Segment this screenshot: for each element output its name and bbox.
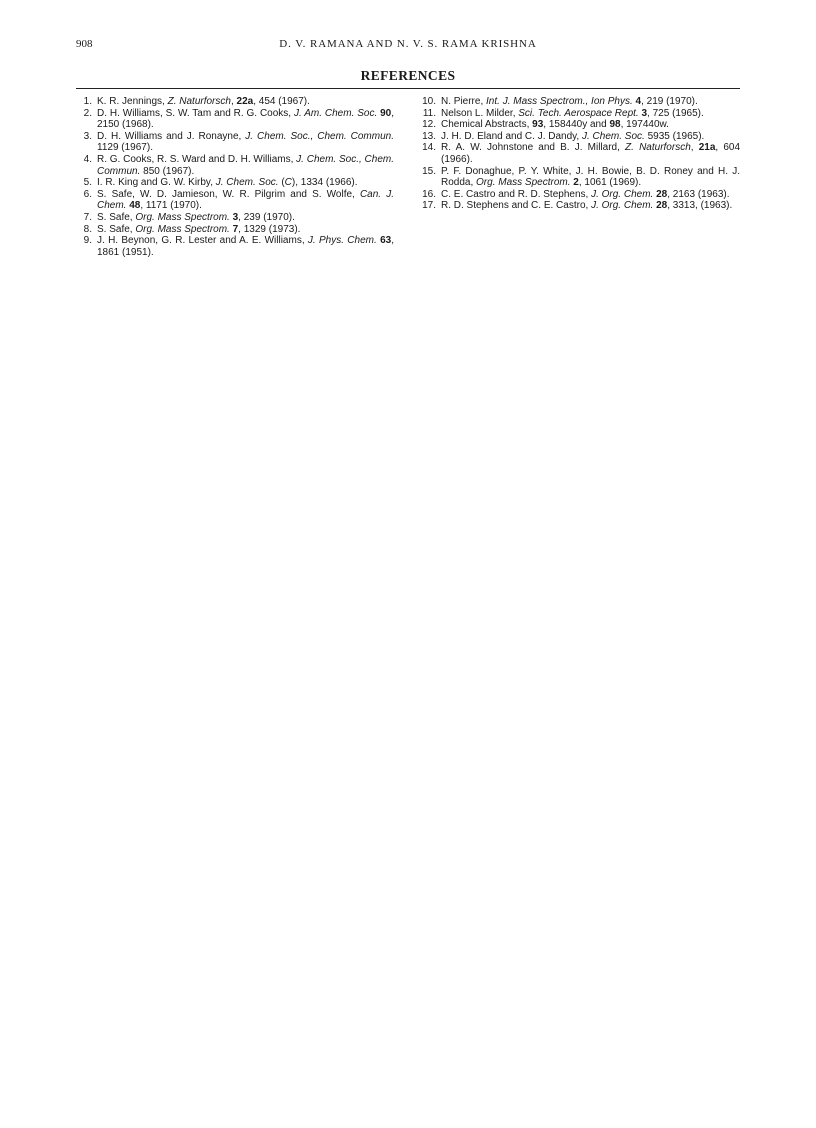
- reference-fragment: N. Pierre,: [441, 96, 487, 107]
- reference-item: [78, 108, 394, 131]
- reference-text: [97, 235, 394, 258]
- reference-item: [412, 200, 740, 212]
- reference-text: [441, 96, 740, 108]
- reference-text: [97, 177, 394, 189]
- journal-name: Z. Naturforsch: [167, 96, 231, 107]
- journal-name: J. Phys. Chem.: [307, 235, 377, 247]
- journal-name: Org. Mass Spectrom.: [476, 177, 571, 189]
- reference-number: 14.: [422, 142, 436, 154]
- reference-fragment: , 604 (1966).: [441, 142, 741, 165]
- reference-text: [97, 154, 394, 177]
- journal-name: Org. Mass Spectrom.: [135, 223, 230, 235]
- journal-name: J. Chem. Soc.: [215, 177, 279, 189]
- journal-name: Sci. Tech. Aerospace Rept.: [518, 107, 639, 119]
- volume-number: 21a: [698, 142, 716, 154]
- reference-fragment: , 3313, (1963).: [667, 200, 733, 212]
- reference-number: 3.: [83, 130, 92, 142]
- reference-number: 12.: [422, 119, 436, 131]
- reference-number: 1.: [83, 96, 92, 107]
- reference-fragment: K. R. Jennings,: [97, 96, 168, 107]
- reference-text: [97, 96, 394, 108]
- reference-text: [97, 212, 394, 224]
- reference-text: [441, 200, 740, 212]
- reference-item: [78, 154, 394, 177]
- reference-text: [441, 166, 740, 189]
- references-right-column: [412, 96, 740, 212]
- volume-number: 4: [635, 96, 642, 107]
- reference-fragment: ,: [690, 142, 699, 154]
- reference-fragment: (: [278, 177, 285, 189]
- volume-number: 93: [532, 119, 544, 131]
- reference-text: [441, 108, 740, 120]
- reference-number: 17.: [422, 200, 436, 212]
- journal-name: Org. Mass Spectrom.: [135, 211, 230, 223]
- journal-name: J. Chem. Soc., Chem. Commun.: [245, 130, 394, 142]
- reference-fragment: ,: [230, 96, 237, 107]
- reference-fragment: Nelson L. Milder,: [441, 107, 519, 119]
- reference-item: [78, 189, 394, 212]
- reference-fragment: , 1329 (1973).: [238, 223, 301, 235]
- reference-number: 13.: [422, 130, 436, 142]
- reference-fragment: , 454 (1967).: [253, 96, 310, 107]
- journal-name: Can. J. Chem.: [97, 188, 394, 212]
- volume-number: 2: [573, 177, 579, 189]
- reference-fragment: , 1171 (1970).: [140, 200, 202, 212]
- section-title: REFERENCES: [360, 68, 456, 83]
- reference-number: 9.: [83, 235, 92, 247]
- reference-fragment: S. Safe, W. D. Jamieson, W. R. Pilgrim and S. Wolfe,: [97, 188, 360, 200]
- journal-name: J. Org. Chem.: [591, 188, 654, 200]
- reference-fragment: , 1861 (1951).: [97, 235, 394, 258]
- reference-fragment: , 239 (1970).: [238, 211, 295, 223]
- reference-fragment: J. H. D. Eland and C. J. Dandy,: [441, 130, 582, 142]
- volume-number: 3: [232, 211, 239, 223]
- journal-name: J. Chem. Soc.: [582, 130, 645, 142]
- journal-name: J. Am. Chem. Soc.: [293, 107, 378, 119]
- reference-number: 5.: [83, 177, 92, 189]
- volume-number: 28: [656, 188, 668, 200]
- journal-name: Int. J. Mass Spectrom., Ion Phys.: [486, 96, 633, 107]
- reference-item: [78, 212, 394, 224]
- reference-fragment: R. D. Stephens and C. E. Castro,: [441, 200, 592, 212]
- volume-number: 63: [380, 235, 392, 247]
- reference-text: [97, 108, 394, 131]
- reference-item: [412, 131, 740, 143]
- reference-item: [78, 131, 394, 154]
- volume-number: 90: [380, 107, 392, 119]
- reference-fragment: , 197440w.: [620, 119, 669, 131]
- reference-number: 4.: [83, 153, 92, 165]
- reference-fragment: , 158440y and: [543, 119, 610, 131]
- reference-fragment: I. R. King and G. W. Kirby,: [97, 177, 216, 189]
- volume-number: 7: [232, 223, 239, 235]
- reference-number: 16.: [422, 188, 436, 200]
- journal-name: Z. Naturforsch: [625, 142, 691, 154]
- reference-number: 10.: [422, 96, 436, 107]
- reference-fragment: , 725 (1965).: [647, 107, 704, 119]
- reference-item: [412, 108, 740, 120]
- reference-item: [78, 96, 394, 108]
- reference-fragment: , 219 (1970).: [641, 96, 698, 107]
- reference-number: 7.: [83, 211, 92, 223]
- reference-item: [78, 177, 394, 189]
- reference-item: [412, 142, 740, 165]
- reference-number: 6.: [83, 188, 92, 200]
- reference-text: [441, 119, 740, 131]
- reference-item: [412, 189, 740, 201]
- reference-fragment: R. G. Cooks, R. S. Ward and D. H. Williams,: [97, 153, 297, 165]
- reference-fragment: R. A. W. Johnstone and B. J. Millard,: [441, 142, 626, 154]
- reference-fragment: 5935 (1965).: [644, 130, 705, 142]
- reference-fragment: D. H. Williams, S. W. Tam and R. G. Cooks,: [97, 107, 294, 119]
- running-head: D. V. RAMANA AND N. V. S. RAMA KRISHNA: [279, 38, 537, 50]
- reference-text: [441, 142, 740, 165]
- reference-fragment: S. Safe,: [97, 223, 136, 235]
- reference-item: [412, 119, 740, 131]
- reference-number: 15.: [422, 165, 436, 177]
- reference-text: [97, 131, 394, 154]
- journal-name: J. Org. Chem.: [591, 200, 654, 212]
- reference-fragment: S. Safe,: [97, 211, 136, 223]
- reference-number: 11.: [422, 107, 436, 119]
- reference-fragment: , 1061 (1969).: [578, 177, 642, 189]
- reference-item: [78, 224, 394, 236]
- page-number: 908: [76, 38, 93, 50]
- reference-fragment: D. H. Williams and J. Ronayne,: [97, 130, 246, 142]
- reference-text: [97, 224, 394, 236]
- volume-number: 98: [609, 119, 621, 131]
- reference-fragment: C. E. Castro and R. D. Stephens,: [441, 188, 592, 200]
- reference-fragment: 1129 (1967).: [97, 142, 153, 154]
- volume-number: 28: [656, 200, 668, 212]
- reference-fragment: P. F. Donaghue, P. Y. White, J. H. Bowie, B. D. Roney and H. J. Rodda,: [441, 165, 740, 189]
- references-left-column: [78, 96, 394, 258]
- reference-item: [78, 235, 394, 258]
- title-rule: [76, 88, 740, 89]
- reference-fragment: ), 1334 (1966).: [291, 177, 358, 189]
- reference-fragment: , 2150 (1968).: [97, 107, 395, 131]
- journal-name: C: [284, 177, 292, 189]
- reference-text: [441, 189, 740, 201]
- journal-name: J. Chem. Soc., Chem. Commun.: [97, 153, 394, 177]
- reference-fragment: , 2163 (1963).: [667, 188, 730, 200]
- volume-number: 3: [641, 107, 648, 119]
- reference-fragment: Chemical Abstracts,: [441, 119, 533, 131]
- reference-fragment: J. H. Beynon, G. R. Lester and A. E. Williams,: [97, 235, 308, 247]
- reference-text: [97, 189, 394, 212]
- reference-fragment: 850 (1967).: [140, 165, 195, 177]
- volume-number: 48: [129, 200, 141, 212]
- reference-number: 8.: [83, 223, 92, 235]
- reference-item: [412, 166, 740, 189]
- reference-item: [412, 96, 740, 108]
- reference-text: [441, 131, 740, 143]
- reference-number: 2.: [83, 107, 92, 119]
- volume-number: 22a: [236, 96, 254, 107]
